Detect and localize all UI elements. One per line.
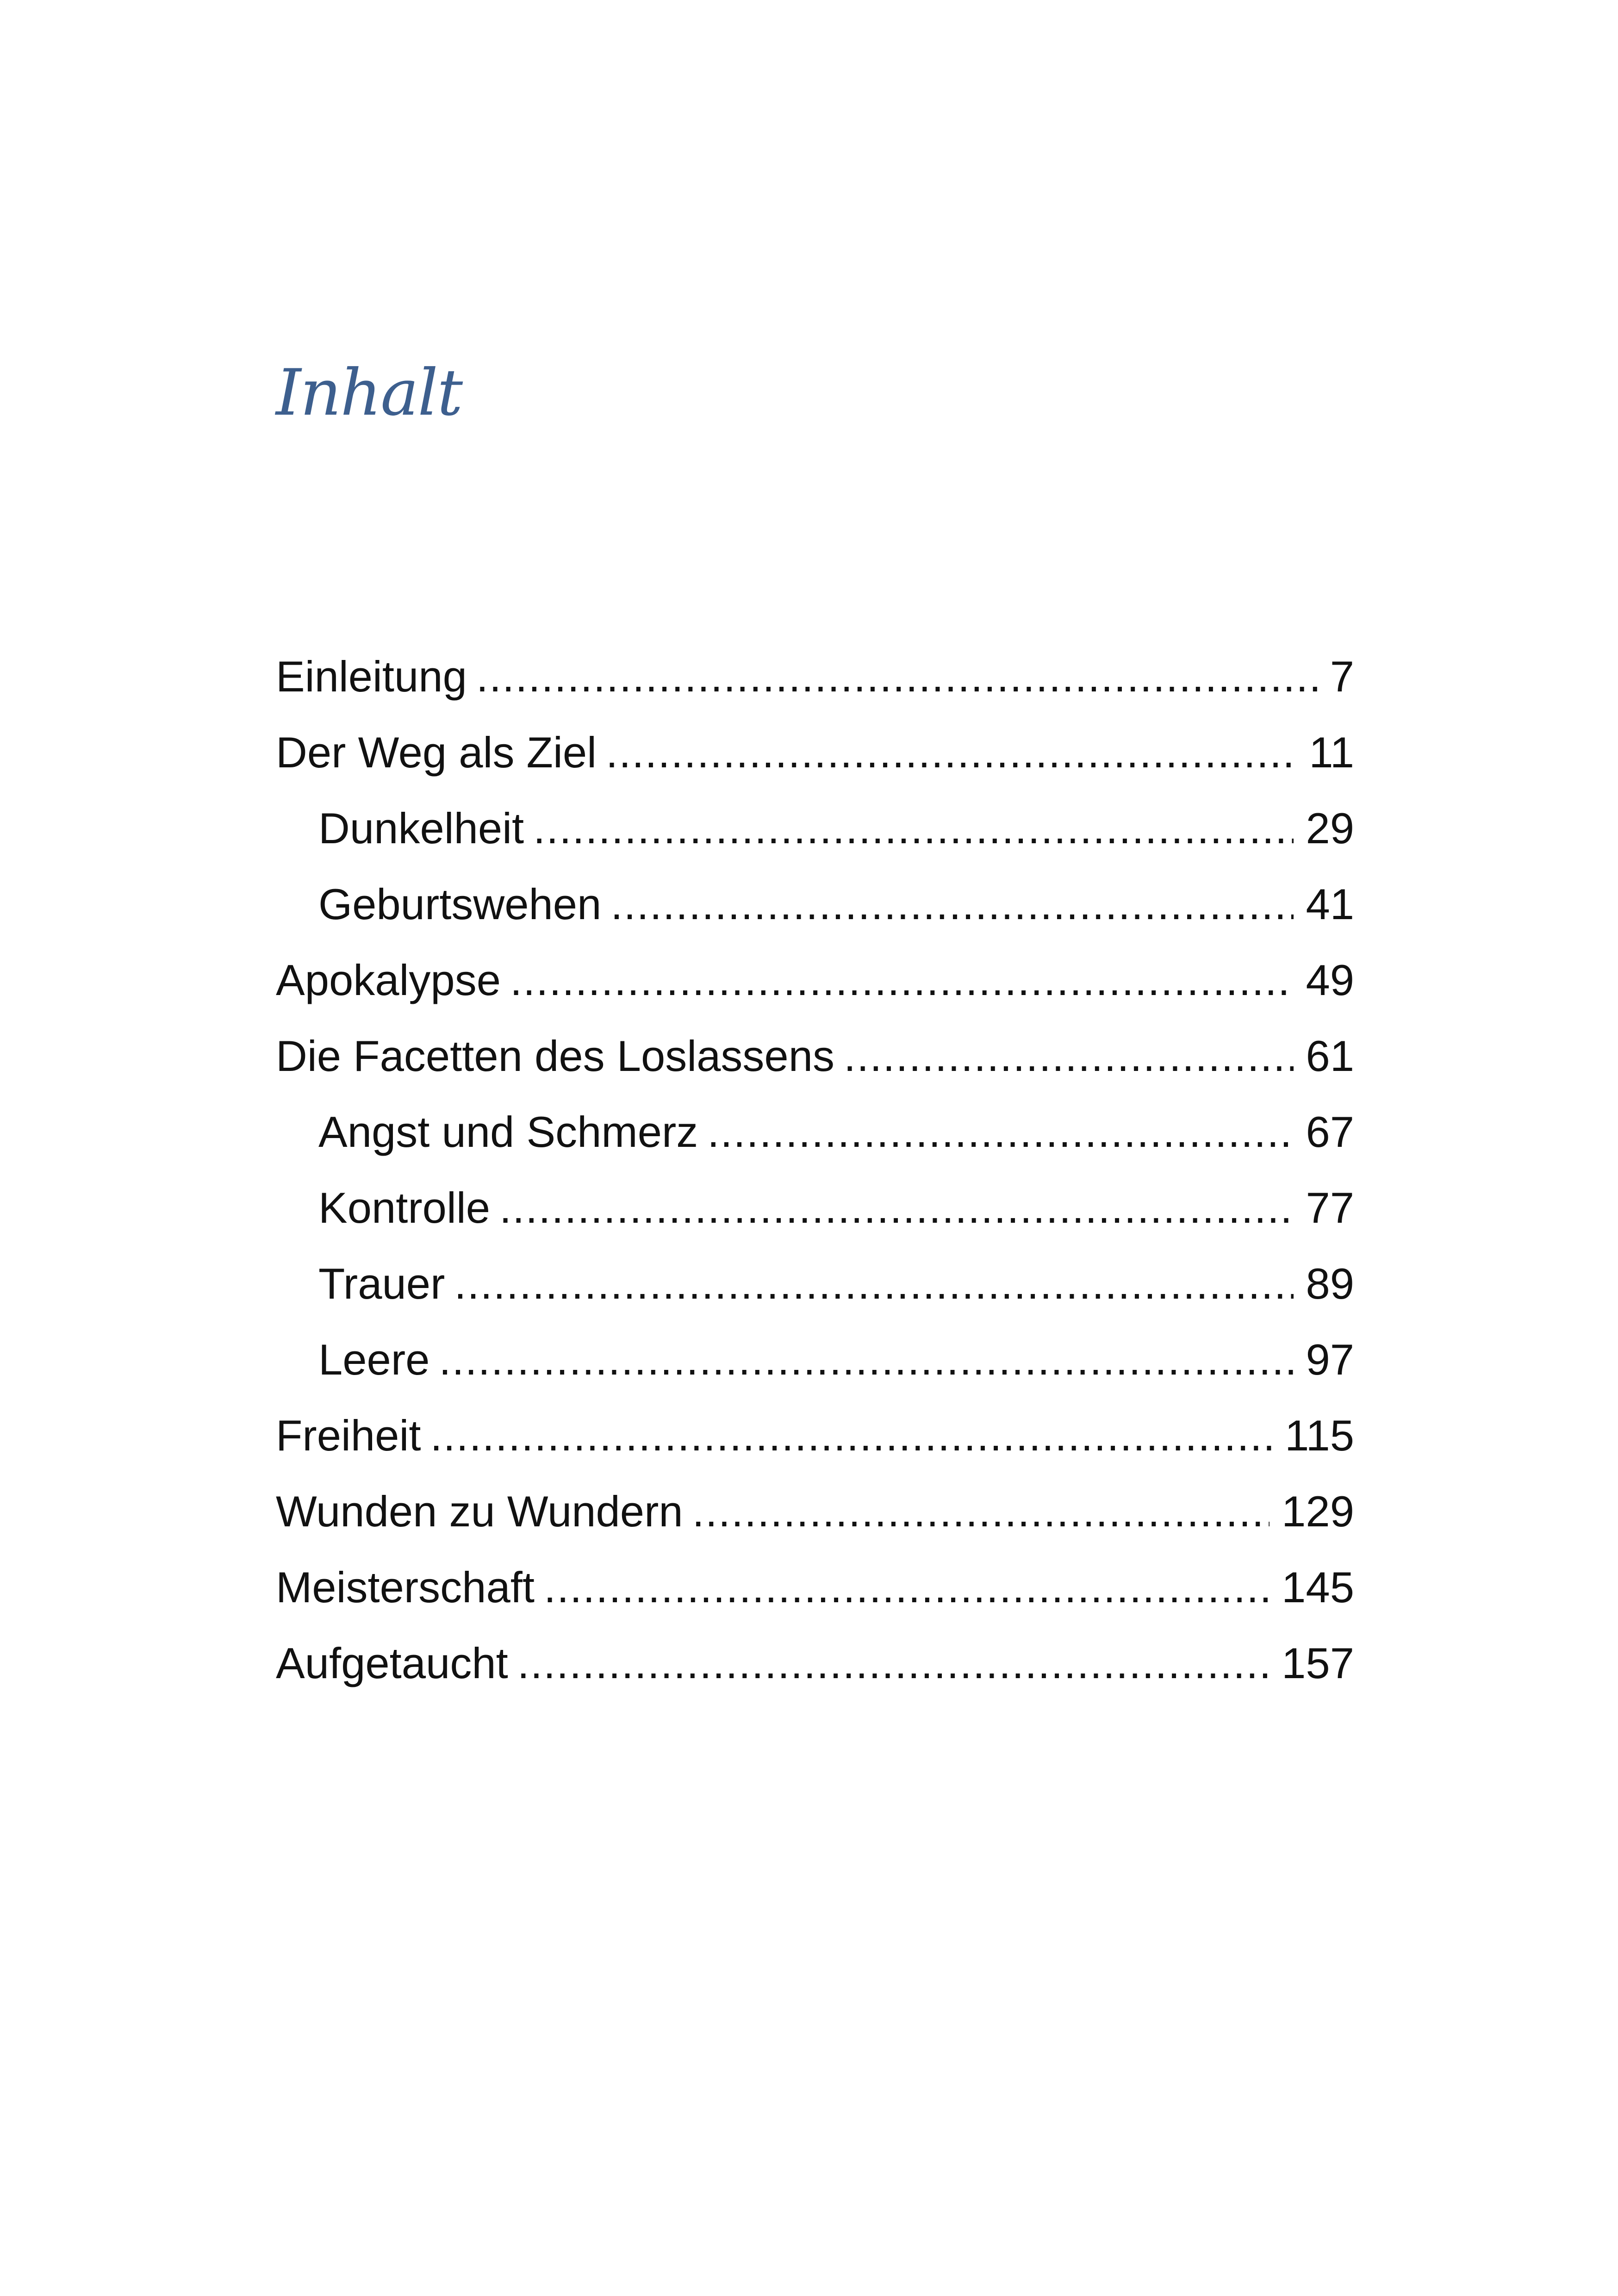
toc-entry-aufgetaucht[interactable] <box>276 1625 1354 1701</box>
toc-entry-kontrolle[interactable] <box>276 1170 1354 1246</box>
toc-entry-dunkelheit[interactable] <box>276 790 1354 866</box>
toc-entry-label: Apokalypse <box>276 956 501 1004</box>
dot-leader <box>544 1549 1270 1625</box>
toc-entry-trauer[interactable] <box>276 1246 1354 1322</box>
toc-entry-label: Angst und Schmerz <box>318 1108 698 1156</box>
toc-entry-label: Kontrolle <box>318 1183 490 1232</box>
toc-entry-wunden-zu-wundern[interactable] <box>276 1474 1354 1549</box>
toc-entry-label: Dunkelheit <box>318 804 524 852</box>
toc-entry-page: 7 <box>1330 652 1354 701</box>
toc-entry-label: Wunden zu Wundern <box>276 1487 683 1536</box>
toc-entry-einleitung[interactable] <box>276 639 1354 715</box>
dot-leader <box>439 1322 1294 1398</box>
toc-entry-page: 157 <box>1282 1639 1354 1687</box>
toc-entry-der-weg-als-ziel[interactable] <box>276 715 1354 790</box>
toc-entry-label: Einleitung <box>276 652 467 701</box>
toc-entry-page: 89 <box>1306 1259 1354 1308</box>
dot-leader <box>533 790 1294 866</box>
dot-leader <box>610 866 1294 942</box>
toc-entry-page: 41 <box>1306 880 1354 928</box>
dot-leader <box>499 1170 1294 1246</box>
toc-entry-page: 129 <box>1282 1487 1354 1536</box>
toc-entry-label: Leere <box>318 1335 430 1384</box>
dot-leader <box>510 942 1294 1018</box>
toc-entry-label: Geburtswehen <box>318 880 602 928</box>
dot-leader <box>476 639 1318 715</box>
toc-entry-die-facetten-des-loslassens[interactable] <box>276 1018 1354 1094</box>
toc-entry-label: Trauer <box>318 1259 445 1308</box>
dot-leader <box>606 715 1297 790</box>
dot-leader <box>844 1018 1294 1094</box>
dot-leader <box>707 1094 1294 1170</box>
toc-entry-page: 61 <box>1306 1032 1354 1080</box>
toc-entry-page: 49 <box>1306 956 1354 1004</box>
toc-entry-label: Freiheit <box>276 1411 421 1460</box>
dot-leader <box>517 1625 1270 1701</box>
toc-entry-page: 115 <box>1285 1411 1354 1460</box>
toc-entry-page: 67 <box>1306 1108 1354 1156</box>
toc-entry-label: Meisterschaft <box>276 1563 535 1612</box>
toc-entry-label: Der Weg als Ziel <box>276 728 597 777</box>
toc-entry-label: Die Facetten des Loslassens <box>276 1032 834 1080</box>
page-title: Inhalt <box>276 355 462 430</box>
toc-entry-apokalypse[interactable] <box>276 942 1354 1018</box>
toc-entry-page: 145 <box>1282 1563 1354 1612</box>
toc-entry-leere[interactable] <box>276 1322 1354 1398</box>
toc-entry-angst-und-schmerz[interactable] <box>276 1094 1354 1170</box>
toc-entry-page: 29 <box>1306 804 1354 852</box>
toc-entry-freiheit[interactable] <box>276 1398 1354 1474</box>
toc-entry-label: Aufgetaucht <box>276 1639 508 1687</box>
toc-entry-geburtswehen[interactable] <box>276 866 1354 942</box>
toc-entry-meisterschaft[interactable] <box>276 1549 1354 1625</box>
dot-leader <box>692 1474 1270 1549</box>
table-of-contents <box>276 639 1354 1701</box>
toc-entry-page: 77 <box>1306 1183 1354 1232</box>
toc-entry-page: 11 <box>1309 728 1354 777</box>
dot-leader <box>454 1246 1294 1322</box>
dot-leader <box>430 1398 1273 1474</box>
toc-entry-page: 97 <box>1306 1335 1354 1384</box>
